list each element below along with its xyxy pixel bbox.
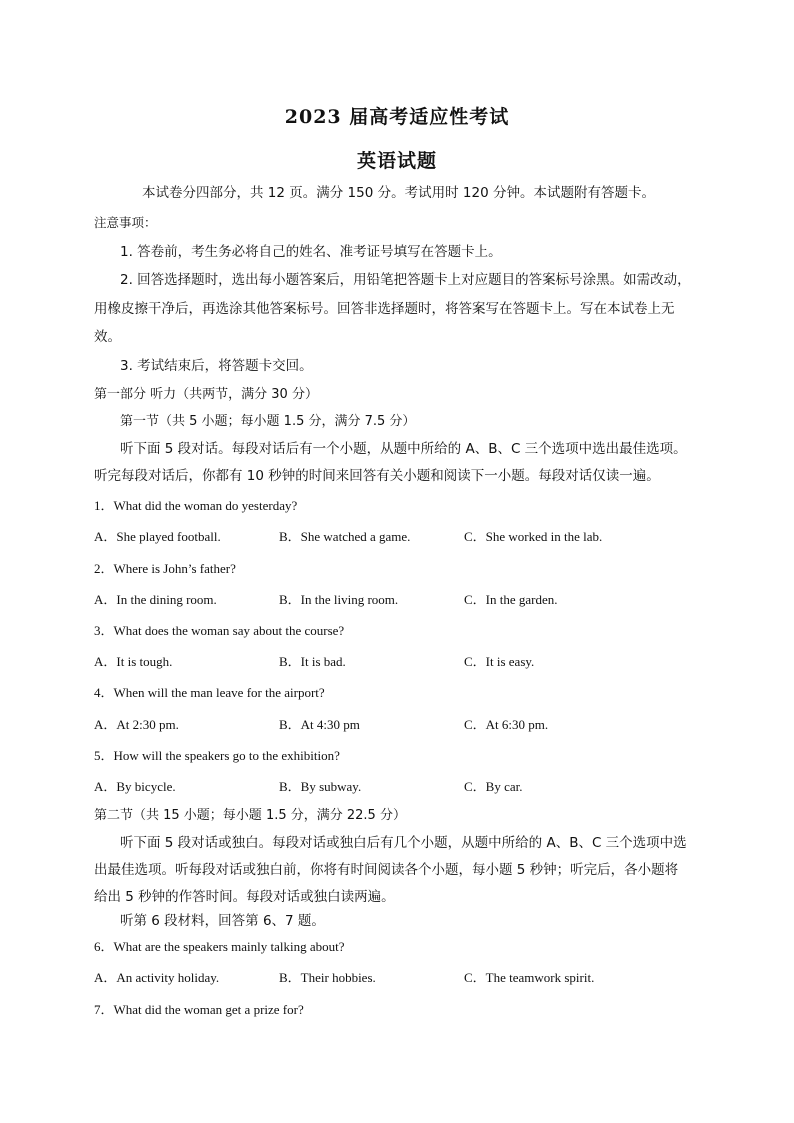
- question-5-option-b: B．By subway.: [279, 779, 362, 794]
- exam-intro: 本试卷分四部分，共 12 页。满分 150 分。考试用时 120 分钟。本试题附有答题卡。: [142, 185, 655, 201]
- question-6: 6．What are the speakers mainly talking about?: [94, 939, 345, 954]
- note-item-2-line-2: 用橡皮擦干净后，再选涂其他答案标号。回答非选择题时，将答案写在答题卡上。写在本试卷上无: [94, 301, 675, 317]
- question-1-option-c: C．She worked in the lab.: [464, 529, 603, 544]
- question-5-option-c: C．By car.: [464, 779, 523, 794]
- note-item-1: 1. 答卷前，考生务必将自己的姓名、准考证号填写在答题卡上。: [120, 244, 502, 260]
- question-3-option-b: B．It is bad.: [279, 654, 346, 669]
- question-3: 3．What does the woman say about the course?: [94, 623, 345, 638]
- question-6-option-b: B．Their hobbies.: [279, 970, 376, 985]
- material-6-instruction: 听第 6 段材料，回答第 6、7 题。: [120, 913, 325, 929]
- question-4-option-a: A．At 2:30 pm.: [94, 717, 179, 732]
- question-2-option-c: C．In the garden.: [464, 592, 558, 607]
- question-3-option-c: C．It is easy.: [464, 654, 535, 669]
- note-item-2-line-3: 效。: [94, 329, 121, 345]
- question-6-option-a: A．An activity holiday.: [94, 970, 220, 985]
- question-6-option-c: C．The teamwork spirit.: [464, 970, 595, 985]
- exam-subtitle: 英语试题: [356, 150, 437, 172]
- exam-title: 2023 届高考适应性考试: [284, 106, 510, 128]
- question-5-option-a: A．By bicycle.: [94, 779, 176, 794]
- question-2-option-b: B．In the living room.: [279, 592, 399, 607]
- question-2: 2．Where is John’s father?: [94, 561, 236, 576]
- question-1: 1．What did the woman do yesterday?: [94, 498, 298, 513]
- question-7: 7．What did the woman get a prize for?: [94, 1002, 304, 1017]
- question-5: 5．How will the speakers go to the exhibition?: [94, 748, 340, 763]
- question-4-option-c: C．At 6:30 pm.: [464, 717, 549, 732]
- question-1-option-b: B．She watched a game.: [279, 529, 411, 544]
- section2-instructions-line-3: 给出 5 秒钟的作答时间。每段对话或独白读两遍。: [94, 889, 395, 905]
- question-4-option-b: B．At 4:30 pm: [279, 717, 360, 732]
- section2-heading: 第二节（共 15 小题；每小题 1.5 分，满分 22.5 分）: [94, 808, 406, 823]
- question-4: 4．When will the man leave for the airport?: [94, 685, 325, 700]
- notes-heading: 注意事项：: [94, 215, 157, 230]
- part1-heading: 第一部分 听力（共两节，满分 30 分）: [94, 387, 318, 402]
- note-item-2-line-1: 2. 回答选择题时，选出每小题答案后，用铅笔把答题卡上对应题目的答案标号涂黑。如需改动，: [120, 272, 691, 288]
- section1-instructions-line-2: 听完每段对话后，你都有 10 秒钟的时间来回答有关小题和阅读下一小题。每段对话仅读一遍。: [94, 468, 660, 484]
- section2-instructions-line-1: 听下面 5 段对话或独白。每段对话或独白后有几个小题，从题中所给的 A、B、C 三个选项中选: [120, 835, 687, 851]
- section1-heading: 第一节（共 5 小题；每小题 1.5 分，满分 7.5 分）: [120, 414, 416, 429]
- question-2-option-a: A．In the dining room.: [94, 592, 217, 607]
- section2-instructions-line-2: 出最佳选项。听每段对话或独白前，你将有时间阅读各个小题，每小题 5 秒钟；听完后，各小题将: [94, 862, 679, 878]
- section1-instructions-line-1: 听下面 5 段对话。每段对话后有一个小题，从题中所给的 A、B、C 三个选项中选出最佳选项。: [120, 441, 687, 457]
- question-3-option-a: A．It is tough.: [94, 654, 173, 669]
- question-1-option-a: A．She played football.: [94, 529, 221, 544]
- note-item-3: 3. 考试结束后，将答题卡交回。: [120, 358, 313, 374]
